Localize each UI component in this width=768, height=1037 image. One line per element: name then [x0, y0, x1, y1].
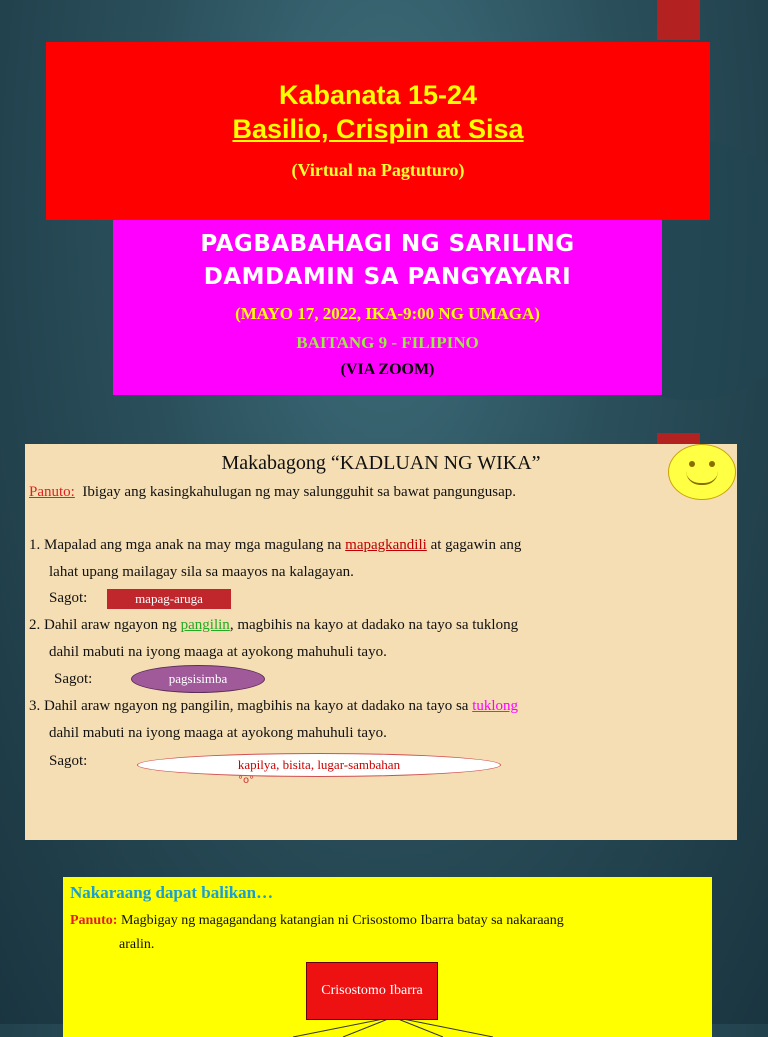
question-1-post: at gagawin ang — [426, 537, 522, 553]
connector-line — [393, 1017, 443, 1037]
instruction-line — [29, 484, 516, 501]
question-3-line2: dahil mabuti na iyong maaga at ayokong mahuhuli tayo. — [49, 725, 387, 741]
question-2-line2: dahil mabuti na iyong maaga at ayokong mahuhuli tayo. — [49, 644, 387, 660]
question-2-pre: 2. Dahil araw ngayon ng — [29, 617, 181, 633]
title-banner — [46, 42, 710, 220]
question-1-line1 — [29, 537, 521, 554]
question-2-keyword: pangilin — [180, 617, 230, 633]
smiley-left-eye — [689, 461, 695, 467]
question-1-sagot-label: Sagot: — [49, 590, 88, 606]
answer-3-cloud: kapilya, bisita, lugar-sambahan — [137, 753, 501, 777]
session-heading-line1: PAGBABAHAGI NG SARILING — [200, 231, 575, 257]
review-instruction-cont: aralin. — [119, 937, 155, 952]
decorative-bar-top — [657, 0, 700, 40]
answer-1-box: mapag-aruga — [107, 589, 231, 609]
via-zoom-label: (VIA ZOOM) — [340, 361, 435, 378]
question-2-post: , magbihis na kayo at dadako na tayo sa tuklong — [229, 617, 519, 633]
smiley-mouth — [686, 471, 718, 485]
panuto-label: Panuto: — [29, 484, 75, 500]
crisostomo-ibarra-box: Crisostomo Ibarra — [306, 962, 438, 1020]
chapter-title — [46, 78, 710, 112]
question-1-pre: 1. Mapalad ang mga anak na may mga magulang na — [29, 537, 346, 553]
connector-line — [343, 1017, 393, 1037]
connector-line — [393, 1017, 493, 1037]
vocabulary-slide — [25, 444, 737, 840]
vocabulary-title: Makabagong “KADLUAN NG WIKA” — [221, 452, 541, 474]
question-1-keyword: mapagkandili — [345, 537, 427, 553]
grade-level: BAITANG 9 - FILIPINO — [296, 333, 479, 352]
review-panuto-label: Panuto: — [70, 913, 118, 928]
panuto-text: Ibigay ang kasingkahulugan ng may salungguhit sa bawat pangungusap. — [82, 484, 517, 500]
thought-bubble-dots: °o° — [238, 775, 255, 786]
session-date: (MAYO 17, 2022, IKA-9:00 NG UMAGA) — [235, 304, 540, 323]
question-2-sagot-label: Sagot: — [54, 671, 93, 687]
session-info-banner — [113, 220, 662, 395]
review-heading: Nakaraang dapat balikan… — [70, 883, 274, 902]
answer-2-oval: pagsisimba — [131, 665, 265, 693]
chapter-title-text: Kabanata 15-24 — [278, 80, 478, 110]
review-panuto-text: Magbigay ng magagandang katangian ni Crisostomo Ibarra batay sa nakaraang — [120, 913, 564, 928]
session-heading-line2: DAMDAMIN SA PANGYAYARI — [203, 264, 572, 290]
question-2-line1 — [29, 617, 518, 634]
question-3-pre: 3. Dahil araw ngayon ng pangilin, magbihis na kayo at dadako na tayo sa — [29, 698, 473, 714]
connector-line — [293, 1017, 393, 1037]
smiley-face-icon — [668, 444, 736, 500]
question-3-keyword: tuklong — [472, 698, 519, 714]
review-instruction — [70, 913, 564, 929]
question-3-sagot-label: Sagot: — [49, 753, 88, 769]
chapter-subtitle: Basilio, Crispin at Sisa — [232, 114, 524, 144]
smiley-right-eye — [709, 461, 715, 467]
question-3-line1 — [29, 698, 518, 715]
session-heading — [113, 228, 662, 294]
question-1-line2: lahat upang mailagay sila sa maayos na kalagayan. — [49, 564, 354, 580]
virtual-label: (Virtual na Pagtuturo) — [291, 160, 465, 180]
